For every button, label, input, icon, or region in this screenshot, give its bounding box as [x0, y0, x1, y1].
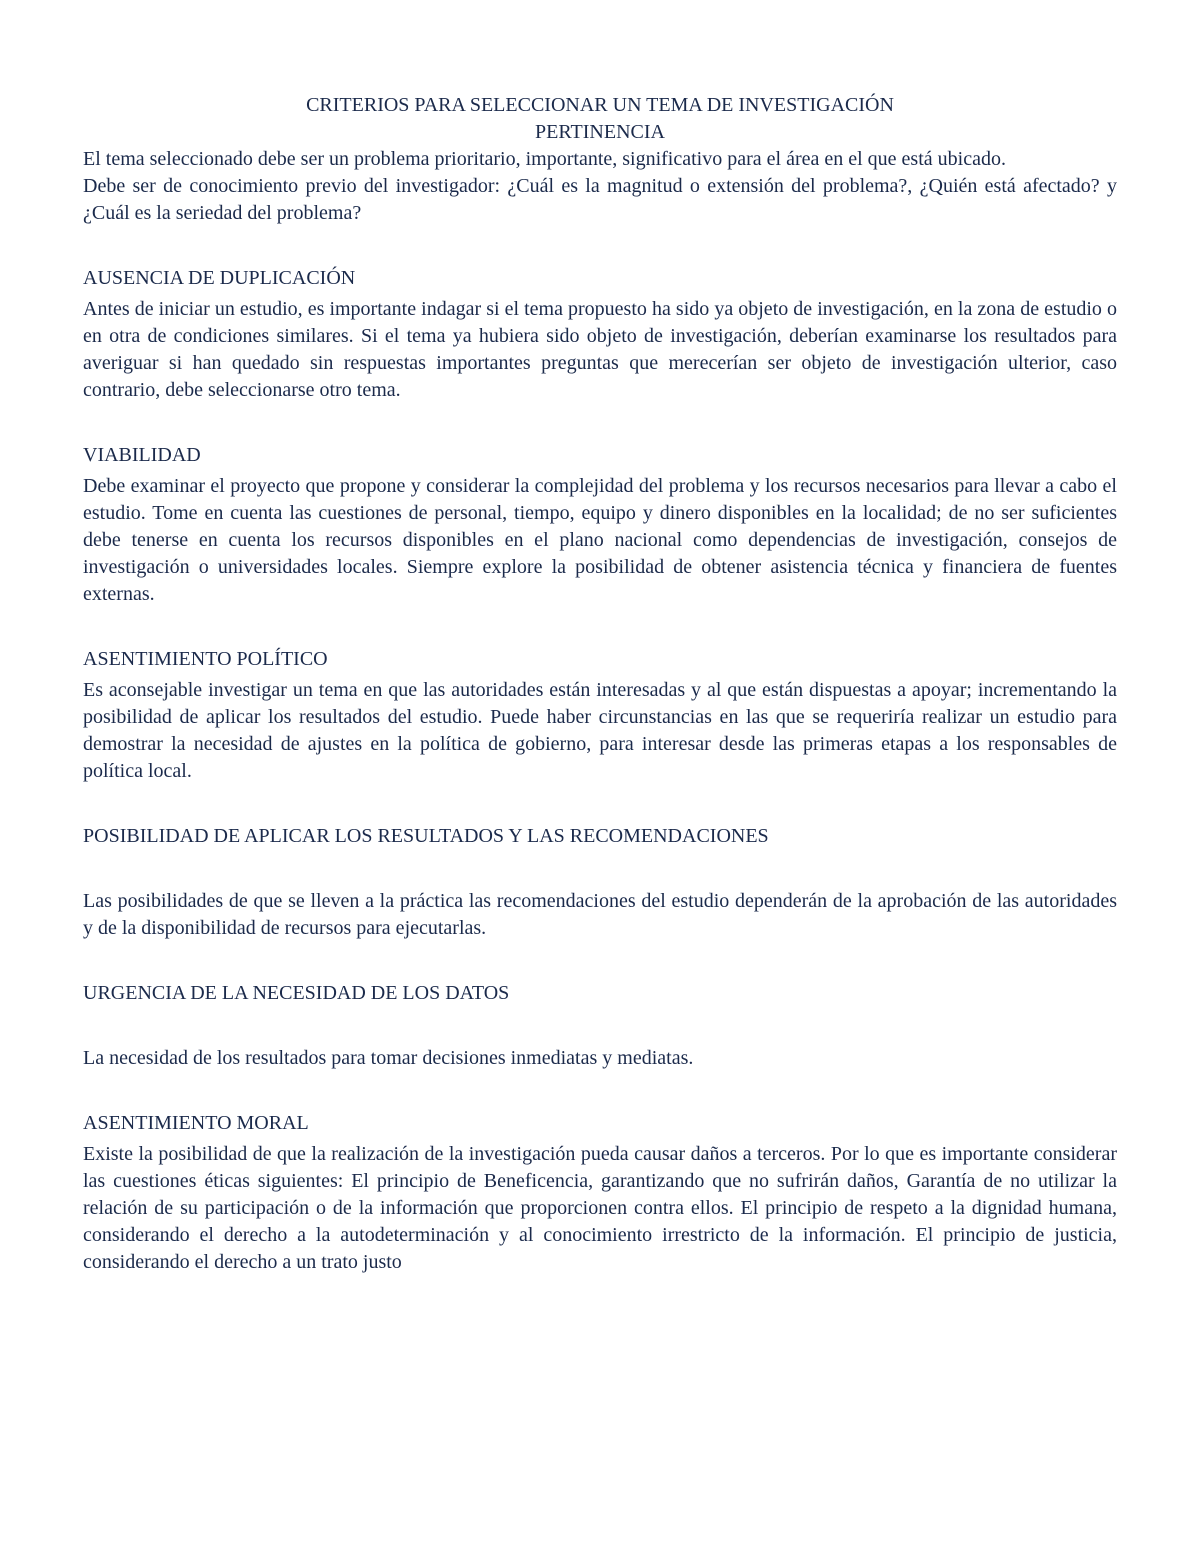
pertinencia-paragraph-1: El tema seleccionado debe ser un problema prioritario, importante, significativo para el área en el que está ubicado. — [83, 148, 1006, 170]
section-heading-urgencia: URGENCIA DE LA NECESIDAD DE LOS DATOS — [83, 982, 510, 1004]
section-heading-asentimiento-politico: ASENTIMIENTO POLÍTICO — [83, 648, 328, 670]
pertinencia-paragraph-2: Debe ser de conocimiento previo del investigador: ¿Cuál es la magnitud o extensión del problema?, ¿Quién está afectado? y ¿Cuál es la seriedad del problema? — [83, 175, 1117, 224]
section-heading-viabilidad: VIABILIDAD — [83, 444, 201, 466]
section-body-ausencia: Antes de iniciar un estudio, es importante indagar si el tema propuesto ha sido ya objeto de investigación, en la zona de estudio o en otra de condiciones similares. Si el tema ya hubiera sido objeto de investigación, deberían examinarse los resultados para averiguar si han quedado sin respuestas importantes preguntas que merecerían ser objeto de investigación ulterior, caso contrario, debe seleccionarse otro tema. — [83, 298, 1117, 401]
section-body-asentimiento-moral: Existe la posibilidad de que la realización de la investigación pueda causar daños a terceros. Por lo que es importante considerar las cuestiones éticas siguientes: El principio de Beneficencia, garantizando que no sufrirán daños, Garantía de no utilizar la relación de su participación o de la información que proporcionen contra ellos. El principio de respeto a la dignidad humana, considerando el derecho a la autodeterminación y al conocimiento irrestricto de la información. El principio de justicia, considerando el derecho a un trato justo — [83, 1143, 1117, 1273]
section-body-viabilidad: Debe examinar el proyecto que propone y considerar la complejidad del problema y los recursos necesarios para llevar a cabo el estudio. Tome en cuenta las cuestiones de personal, tiempo, equipo y dinero disponibles en la localidad; de no ser suficientes debe tenerse en cuenta los recursos disponibles en el plano nacional como dependencias de investigación, consejos de investigación o universidades locales. Siempre explore la posibilidad de obtener asistencia técnica y financiera de fuentes externas. — [83, 475, 1117, 605]
section-heading-asentimiento-moral: ASENTIMIENTO MORAL — [83, 1112, 309, 1134]
section-heading-ausencia: AUSENCIA DE DUPLICACIÓN — [83, 267, 356, 289]
section-body-posibilidad: Las posibilidades de que se lleven a la práctica las recomendaciones del estudio dependerán de la aprobación de las autoridades y de la disponibilidad de recursos para ejecutarlas. — [83, 890, 1117, 939]
document-page — [83, 92, 1117, 1276]
section-body-asentimiento-politico: Es aconsejable investigar un tema en que las autoridades están interesadas y al que están dispuestas a apoyar; incrementando la posibilidad de aplicar los resultados del estudio. Puede haber circunstancias en las que se requeriría realizar un estudio para demostrar la necesidad de ajustes en la política de gobierno, para interesar desde las primeras etapas a los responsables de política local. — [83, 679, 1117, 782]
section-body-urgencia: La necesidad de los resultados para tomar decisiones inmediatas y mediatas. — [83, 1047, 694, 1069]
document-title: CRITERIOS PARA SELECCIONAR UN TEMA DE INVESTIGACIÓN — [306, 94, 894, 116]
section-heading-posibilidad: POSIBILIDAD DE APLICAR LOS RESULTADOS Y LAS RECOMENDACIONES — [83, 825, 769, 847]
section-heading-pertinencia: PERTINENCIA — [535, 121, 665, 143]
